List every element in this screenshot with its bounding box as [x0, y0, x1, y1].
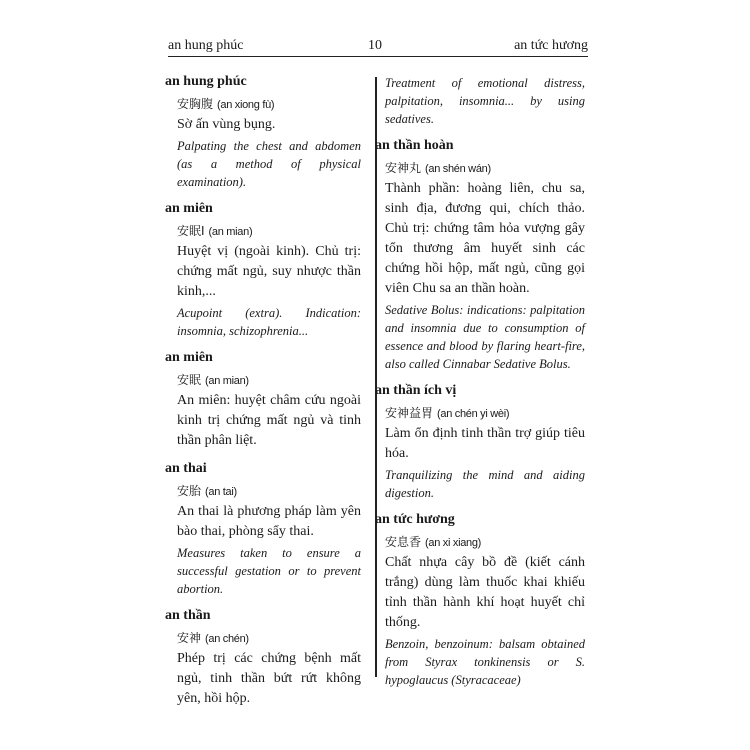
entry-headword: an miên	[165, 201, 213, 216]
entry-headword: an thai	[165, 461, 207, 476]
entry-hanzi: 安眠Ⅰ (an mian)	[177, 224, 253, 238]
entry-hanzi: 安胸腹 (an xiong fù)	[177, 97, 275, 111]
page-header	[168, 36, 588, 57]
entry-headword: an thần ích vị	[375, 383, 457, 398]
left-column	[165, 72, 361, 717]
entry-pinyin: (an tai)	[205, 486, 237, 498]
entry-headword: an thần	[165, 608, 211, 623]
entry-headword: an tức hương	[375, 512, 455, 527]
continued-entry	[385, 74, 585, 128]
entry-english: Acupoint (extra). Indication: insomnia, schizophrenia...	[177, 306, 361, 338]
entry-hanzi: 安息香 (an xi xiang)	[385, 535, 482, 549]
entry-pinyin: (an mian)	[208, 226, 253, 238]
entry-pinyin: (an chén)	[205, 633, 249, 645]
entry-vietnamese: Thành phần: hoàng liên, chu sa, sinh địa, đương qui, chích thảo. Chủ trị: chứng tâm hỏa vượng gây tổn thương âm huyết sinh các chứng hồi hộp, mất ngủ, cũng gọi viên Chu sa an thần hoàn.	[385, 181, 585, 296]
entry-english: Palpating the chest and abdomen (as a method of physical examination).	[177, 139, 361, 189]
entry-vietnamese: Phép trị các chứng bệnh mất ngủ, tinh thần bứt rứt không yên, hồi hộp.	[177, 651, 361, 706]
entry-hanzi: 安眠 (an mian)	[177, 373, 249, 387]
entry-vietnamese: An thai là phương pháp làm yên bào thai, phòng sẩy thai.	[177, 504, 361, 539]
dictionary-entry	[165, 72, 361, 191]
entry-english: Measures taken to ensure a successful gestation or to prevent abortion.	[177, 546, 361, 596]
right-guide-word: an tức hương	[514, 38, 588, 53]
dictionary-entry	[165, 199, 361, 340]
entry-vietnamese: Huyệt vị (ngoài kinh). Chủ trị: chứng mất ngủ, suy nhược thần kinh,...	[177, 244, 361, 299]
entry-pinyin: (an xi xiang)	[425, 537, 482, 549]
dictionary-entry	[375, 381, 585, 502]
entry-pinyin: (an xiong fù)	[217, 99, 275, 111]
entry-pinyin: (an shén wán)	[425, 163, 491, 175]
entry-hanzi: 安神益胃 (an chén yi wèi)	[385, 406, 510, 420]
right-column	[375, 74, 585, 697]
dictionary-entry	[375, 136, 585, 373]
column-divider	[375, 77, 377, 677]
entry-english: Tranquilizing the mind and aiding digestion.	[385, 468, 585, 500]
entry-headword: an hung phúc	[165, 74, 247, 89]
entry-pinyin: (an mian)	[205, 375, 249, 387]
entry-hanzi: 安神丸 (an shén wán)	[385, 161, 491, 175]
dictionary-entry	[165, 606, 361, 709]
entry-hanzi: 安神 (an chén)	[177, 631, 249, 645]
entry-english-continued: Treatment of emotional distress, palpitation, insomnia... by using sedatives.	[385, 76, 585, 126]
entry-vietnamese: Chất nhựa cây bồ đề (kiết cánh trắng) dùng làm thuốc khai khiếu tỉnh thần hành khí hoạt huyết chỉ thống.	[385, 555, 585, 630]
entry-vietnamese: An miên: huyệt châm cứu ngoài kinh trị chứng mất ngủ và tinh thần phân liệt.	[177, 393, 361, 448]
entry-headword: an thần hoàn	[375, 138, 454, 153]
entry-english: Benzoin, benzoinum: balsam obtained from Styrax tonkinensis or S. hypoglaucus (Styracaceae)	[385, 637, 585, 687]
entry-pinyin: (an chén yi wèi)	[437, 408, 510, 420]
dictionary-entry	[165, 459, 361, 598]
entry-hanzi: 安胎 (an tai)	[177, 484, 237, 498]
dictionary-entry	[165, 348, 361, 451]
page-number: 10	[368, 38, 382, 53]
left-guide-word: an hung phúc	[168, 38, 244, 53]
entry-vietnamese: Làm ổn định tinh thần trợ giúp tiêu hóa.	[385, 426, 585, 461]
entry-headword: an miên	[165, 350, 213, 365]
entry-english: Sedative Bolus: indications: palpitation and insomnia due to consumption of essence and blood by flaring heart-fire, also called Cinnabar Sedative Bolus.	[385, 303, 585, 371]
dictionary-entry	[375, 510, 585, 689]
entry-vietnamese: Sờ ấn vùng bụng.	[177, 117, 276, 132]
